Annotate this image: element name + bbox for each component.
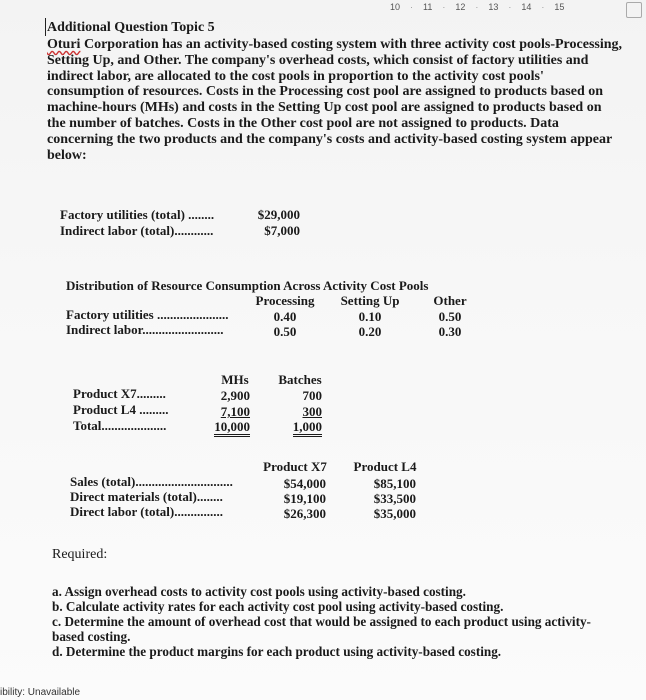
company-name: Oturi: [47, 37, 81, 52]
intro-text: Corporation has an activity-based costing system with three activity cost pools-Processing, Setting Up, and Other. The company's overhead costs, which consist of factory utilities and indirect labor, are allocated to the cost pools in proportion to the activity cost pools' consumption of resources. Costs in the Processing cost pool are assigned to products based on machine-hours (MHs) and costs in the Setting Up cost pool are assigned to products based on the number of batches. Costs in the Other cost pool are not assigned to products. Data concerning the two products and the company's costs and activity-based costing system appear below:: [47, 37, 623, 163]
cell: 7,100: [220, 404, 250, 419]
required-list: [52, 584, 612, 659]
col-header: Setting Up: [340, 293, 400, 308]
corner-icon: [626, 2, 642, 18]
ruler-mark: 10: [390, 2, 401, 12]
accessibility-status[interactable]: ibility: Unavailable: [0, 687, 81, 698]
row-label: Indirect labor.........................: [66, 322, 224, 337]
ruler: 10 · 11 · 12 · 13 · 14 · 15: [390, 2, 565, 12]
ruler-mark: 14: [521, 2, 532, 12]
required-item: c. Determine the amount of overhead cost that would be assigned to each product using activity-based costing.: [52, 614, 591, 644]
row-label: Direct materials (total)........: [70, 489, 223, 504]
distribution-heading: Distribution of Resource Consumption Across Activity Cost Pools: [66, 278, 429, 293]
required-item: d. Determine the product margins for each product using activity-based costing.: [52, 644, 502, 659]
cell: $19,100: [283, 491, 326, 506]
col-header: Other: [433, 293, 467, 308]
col-header: Processing: [255, 293, 315, 308]
ruler-mark: 12: [455, 2, 466, 12]
cell: 0.50: [273, 324, 297, 339]
cell: $54,000: [283, 476, 326, 491]
cell: 0.10: [358, 309, 382, 324]
required-heading: Required:: [52, 547, 108, 562]
row-label: Factory utilities ......................: [66, 307, 229, 322]
cell: 2,900: [220, 388, 250, 403]
ruler-mark: 15: [554, 2, 565, 12]
intro-paragraph: [47, 37, 622, 163]
col-header: Product L4: [353, 459, 417, 474]
cost-value: $29,000: [257, 207, 300, 222]
row-label: Product X7.........: [73, 386, 166, 401]
col-header: Product X7: [263, 459, 327, 474]
row-label: Product L4 .........: [73, 402, 169, 417]
cell: $85,100: [373, 476, 416, 491]
cost-label: Indirect labor (total)............: [60, 223, 214, 238]
cell: 1,000: [260, 419, 322, 435]
question-title: Additional Question Topic 5: [47, 20, 215, 35]
required-item: a. Assign overhead costs to activity cost pools using activity-based costing.: [52, 584, 466, 599]
cell: 0.30: [438, 324, 462, 339]
col-header: MHs: [221, 372, 249, 387]
row-label: Sales (total)..............................: [70, 474, 233, 489]
row-label: Direct labor (total)...............: [70, 504, 223, 519]
ruler-mark: 11: [423, 2, 433, 12]
cell: 300: [302, 404, 322, 419]
cell: 0.20: [358, 324, 382, 339]
cell: $33,500: [373, 491, 416, 506]
cell: $26,300: [283, 506, 326, 521]
cell: 10,000: [190, 419, 250, 435]
cell: 700: [302, 388, 322, 403]
cost-value: $7,000: [264, 223, 300, 238]
col-header: Batches: [278, 372, 322, 387]
row-label: Total....................: [73, 418, 167, 433]
cell: 0.50: [438, 309, 462, 324]
cell: 0.40: [273, 309, 297, 324]
text-cursor: [45, 18, 46, 36]
required-item: b. Calculate activity rates for each activity cost pool using activity-based costing.: [52, 599, 504, 614]
cost-label: Factory utilities (total) ........: [60, 207, 215, 222]
cell: $35,000: [373, 506, 416, 521]
ruler-mark: 13: [488, 2, 499, 12]
